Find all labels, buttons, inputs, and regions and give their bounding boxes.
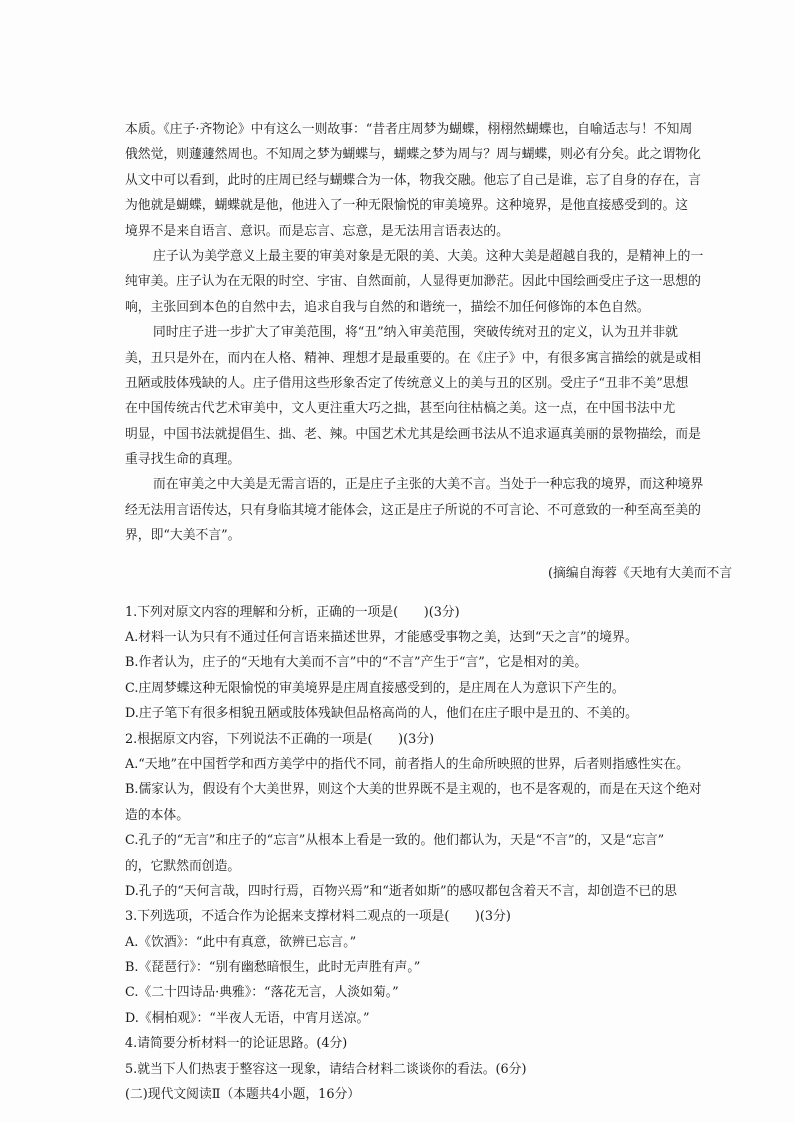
text-line: 庄子认为美学意义上最主要的审美对象是无限的美、大美。这种大美是超越自我的，是精神上的一 [153,248,704,264]
document-content [125,117,794,1107]
option-line: A.“天地”在中国哲学和西方美学中的指代不同，前者指人的生命所映照的世界，后者则指感性实在。 [125,756,689,772]
text-line: 境界不是来自语言、意识。而是忘言、忘意，是无法用言语表达的。 [125,223,509,239]
text-line: 界，即“大美不言”。 [125,528,241,544]
option-line: D.孔子的“天何言哉，四时行焉，百物兴焉”和“逝者如斯”的感叹都包含着天不言，却创造不已的思 [125,883,677,899]
text-line: 同时庄子进一步扩大了审美范围，将“丑”纳入审美范围，突破传统对丑的定义，认为丑并非就 [153,325,678,341]
text-line: 纯审美。庄子认为在无限的时空、宇宙、自然面前，人显得更加渺茫。因此中国绘画受庄子这一思想的 [125,274,701,290]
option-line: C.庄周梦蝶这种无限愉悦的审美境界是庄周直接感受到的，是庄周在人为意识下产生的。 [125,680,625,696]
question-stem: 4.请简要分析材料一的论证思路。(4分) [125,1036,348,1052]
text-line: 经无法用言语传达，只有身临其境才能体会，这正是庄子所说的不可言论、不可意致的一种至高至美的 [125,502,701,518]
text-line: 本质。《庄子·齐物论》中有这么一则故事：“昔者庄周梦为蝴蝶，栩栩然蝴蝶也，自喻适志与！不知周 [125,122,693,137]
text-line: 俄然觉，则蘧蘧然周也。不知周之梦为蝴蝶与，蝴蝶之梦为周与？周与蝴蝶，则必有分矣。此之谓物化 [125,147,701,163]
paragraph-2 [125,244,794,320]
text-line: 明显，中国书法就提倡生、拙、老、辣。中国艺术尤其是绘画书法从不追求逼真美丽的景物描绘，而是 [125,426,701,442]
question-list [125,600,794,1108]
option-line: 的，它默然而创造。 [125,858,241,874]
question-stem: 1.下列对原文内容的理解和分析，正确的一项是( )(3分) [125,604,460,620]
text-line: 为他就是蝴蝶，蝴蝶就是他，他进入了一种无限愉悦的审美境界。这种境界，是他直接感受到的。这 [125,198,689,214]
option-line: B.儒家认为，假设有个大美世界，则这个大美的世界既不是主观的，也不是客观的，而是在天这个绝对 [125,782,702,798]
question-stem: 5.就当下人们热衷于整容这一现象，请结合材料二谈谈你的看法。(6分) [125,1061,527,1077]
text-line: 响，主张回到本色的自然中去，追求自我与自然的和谐统一，描绘不加任何修饰的本色自然。 [125,299,650,315]
option-line: A.材料一认为只有不通过任何言语来描述世界，才能感受事物之美，达到“天之言”的境界。 [125,630,638,646]
option-line: C.《二十四诗品·典雅》：“落花无言，人淡如菊。” [125,985,399,1001]
section-heading: (二)现代文阅读Ⅱ（本题共4小题，16分） [125,1087,361,1103]
option-line: B.作者认为，庄子的“天地有大美而不言”中的“不言”产生于“言”，它是相对的美。 [125,655,588,671]
question-stem: 2.根据原文内容，下列说法不正确的一项是( )(3分) [125,731,435,747]
paragraph-3 [125,320,794,472]
text-line: 丑陋或肢体残缺的人。庄子借用这些形象否定了传统意义上的美与丑的区别。受庄子“丑非不美”思想 [125,375,689,391]
option-line: B.《琵琶行》：“别有幽愁暗恨生，此时无声胜有声。” [125,960,421,976]
text-line: 美，丑只是外在，而内在人格、精神、理想才是最重要的。在《庄子》中，有很多寓言描绘的就是或相 [125,350,701,366]
source-citation: (摘编自海蓉《天地有大美而不言 [548,566,733,582]
question-stem: 3.下列选项，不适合作为论据来支撑材料二观点的一项是( )(3分) [125,909,511,925]
text-line: 在中国传统古代艺术审美中，文人更注重大巧之拙，甚至向往枯槁之美。这一点，在中国书法中尤 [125,401,676,417]
option-line: D.庄子笔下有很多相貌丑陋或肢体残缺但品格高尚的人，他们在庄子眼中是丑的、不美的。 [125,706,638,722]
paragraph-4 [125,472,794,548]
text-line: 从文中可以看到，此时的庄周已经与蝴蝶合为一体，物我交融。他忘了自己是谁，忘了自身的存在，言 [125,172,701,188]
paragraph-1 [125,117,794,244]
option-line: A.《饮酒》：“此中有真意，欲辨已忘言。” [125,934,357,950]
option-line: D.《桐柏观》：“半夜人无语，中宵月送凉。” [125,1010,370,1026]
option-line: 造的本体。 [125,807,189,823]
option-line: C.孔子的“无言”和庄子的“忘言”从根本上看是一致的。他们都认为，天是“不言”的，又是“忘言” [125,833,665,849]
text-line: 重寻找生命的真理。 [125,452,241,468]
text-line: 而在审美之中大美是无需言语的，正是庄子主张的大美不言。当处于一种忘我的境界，而这种境界 [153,477,704,493]
